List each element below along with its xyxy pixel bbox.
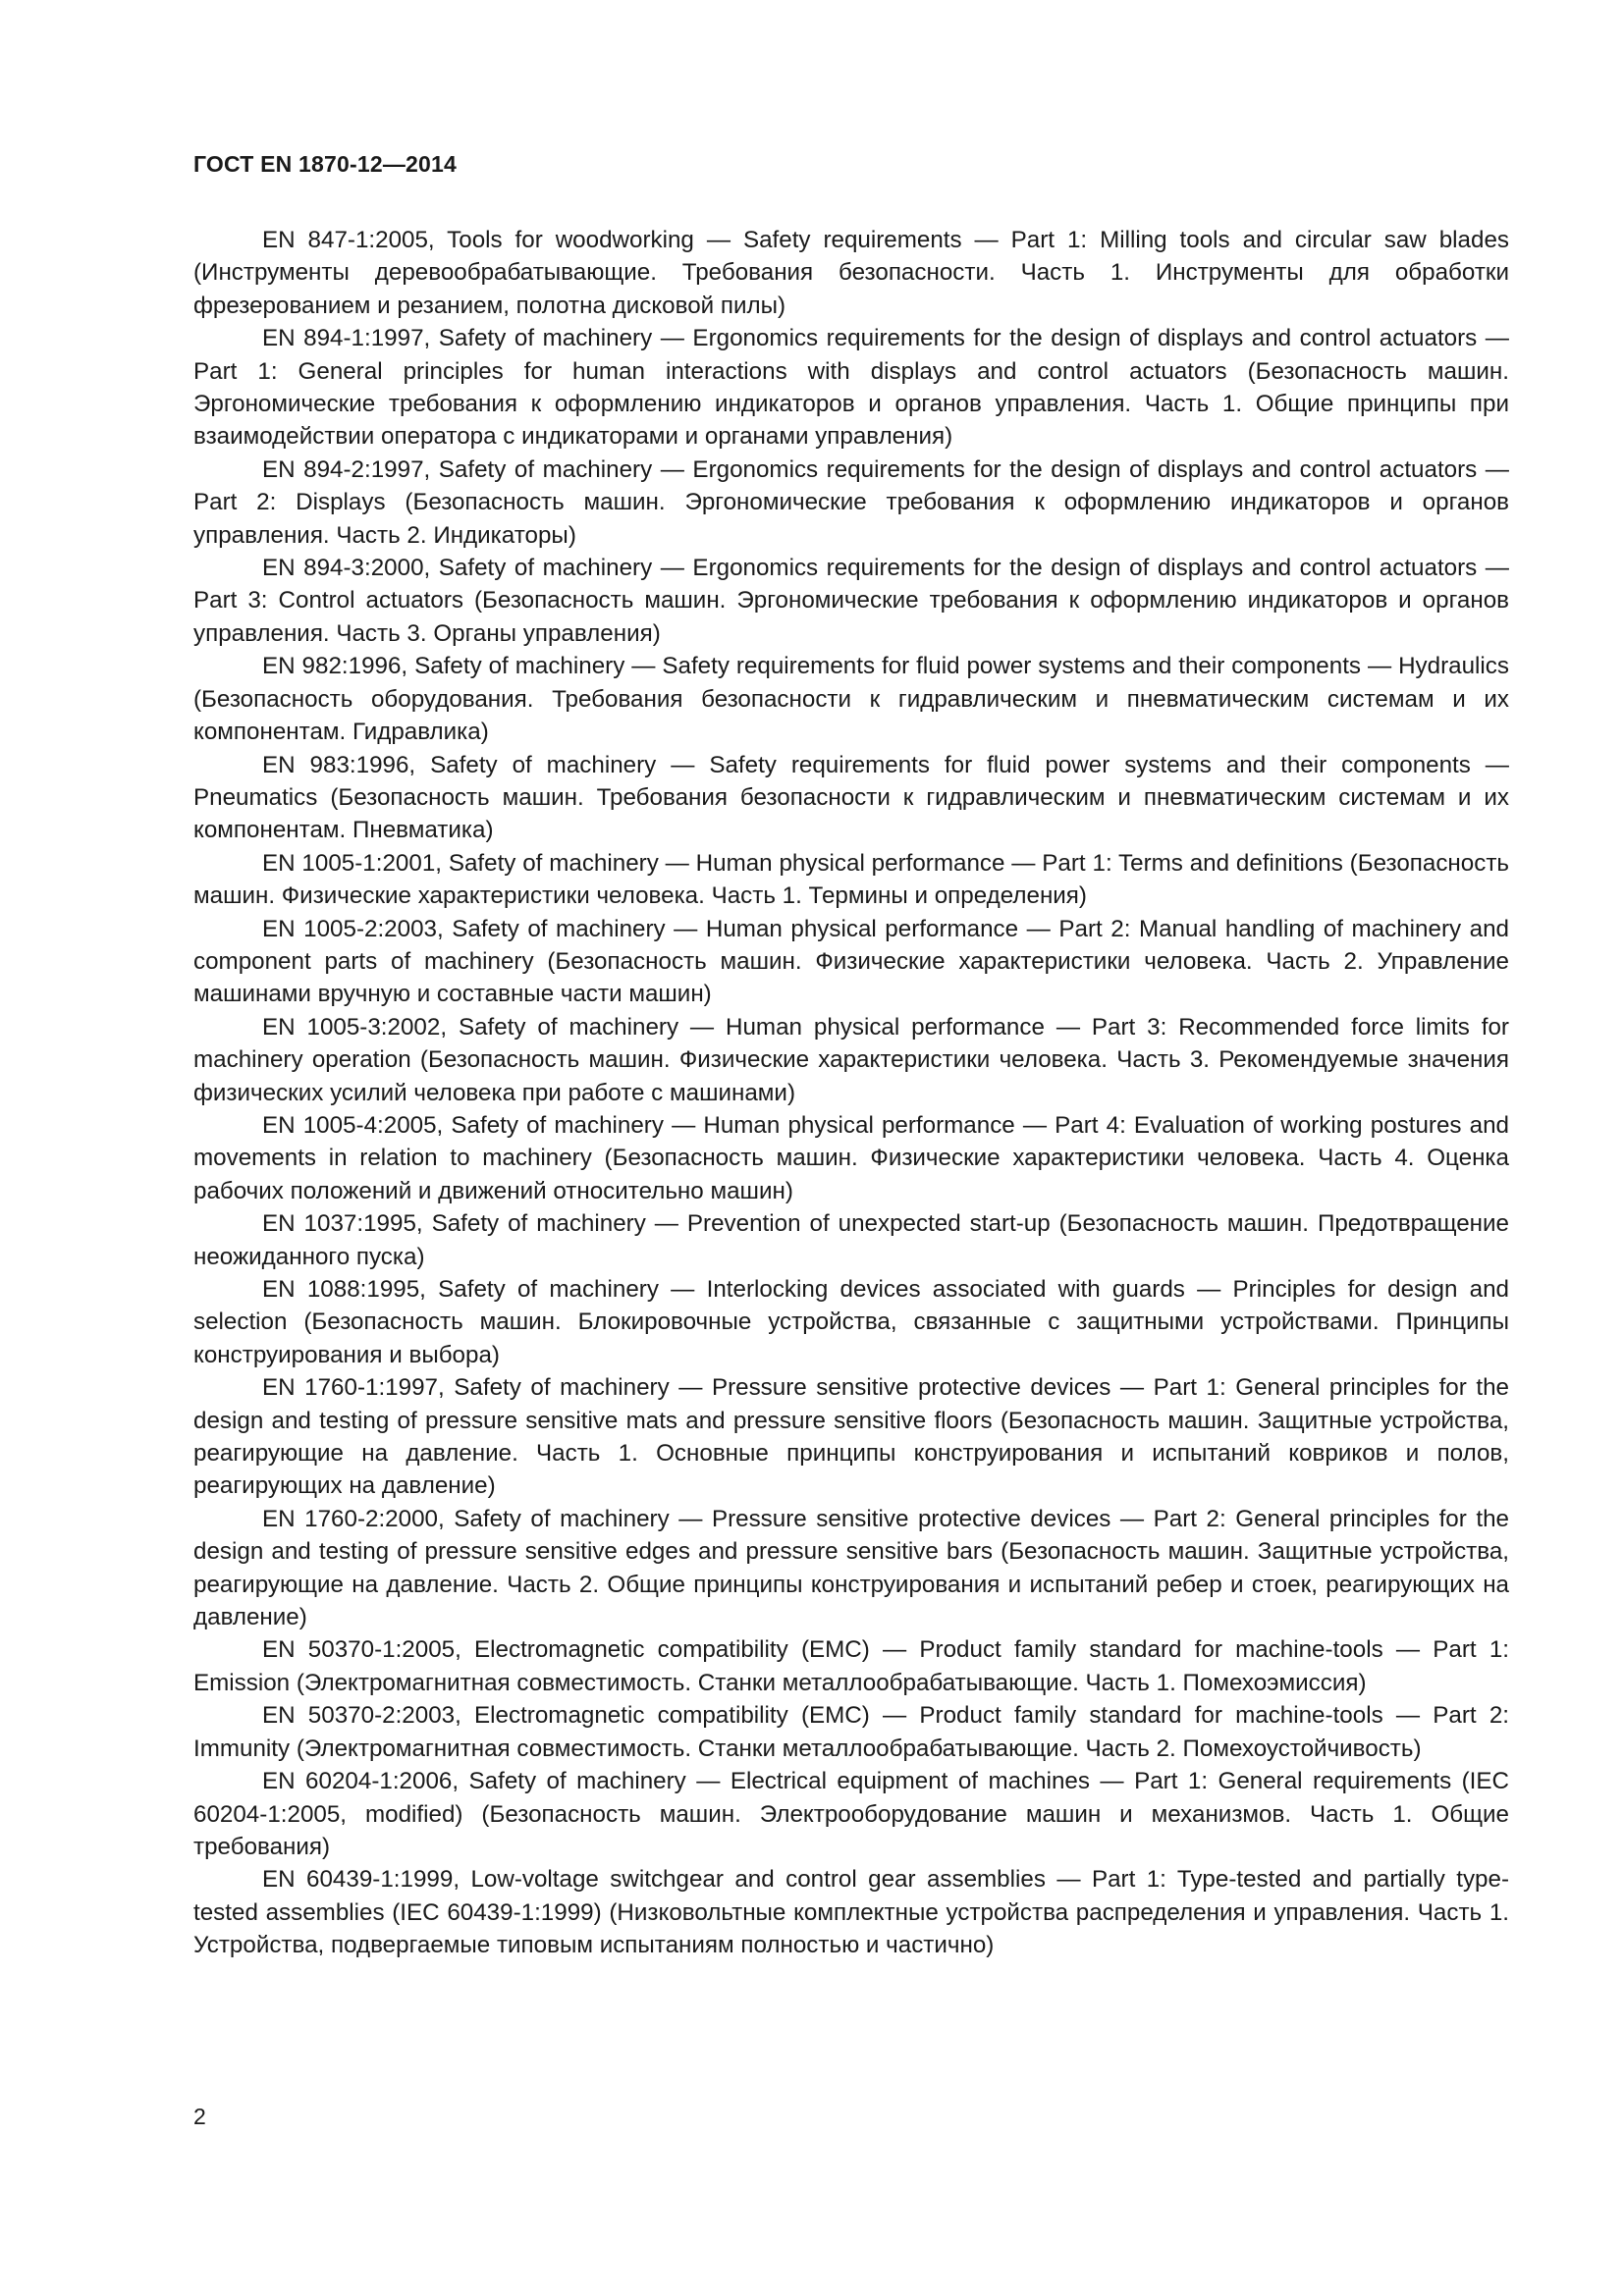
reference-en-847-1: EN 847-1:2005, Tools for woodworking — Safety requirements — Part 1: Milling tools and circular saw blades (Инструменты деревообрабатывающие. Требования безопасности. Часть 1. Инструменты для обработки фрезерованием и резанием, полотна дисковой пилы) [193, 227, 1509, 319]
normative-references-list [193, 224, 1509, 1962]
reference-en-894-3: EN 894-3:2000, Safety of machinery — Ergonomics requirements for the design of displays and control actuators — Part 3: Control actuators (Безопасность машин. Эргономические требования к оформлению индикаторов и органов управления. Часть 3. Органы управления) [193, 555, 1509, 647]
reference-en-1760-2: EN 1760-2:2000, Safety of machinery — Pressure sensitive protective devices — Part 2: General principles for the design and testing of pressure sensitive edges and pressure sensitive bars (Безопасность машин. Защитные устройства, реагирующие на давление. Часть 2. Общие принципы конструирования и испытаний ребер и стоек, реагирующих на давление) [193, 1505, 1509, 1631]
reference-en-1005-1: EN 1005-1:2001, Safety of machinery — Human physical performance — Part 1: Terms and definitions (Безопасность машин. Физические характеристики человека. Часть 1. Термины и определения) [193, 849, 1509, 910]
reference-en-1088: EN 1088:1995, Safety of machinery — Interlocking devices associated with guards — Principles for design and selection (Безопасность машин. Блокировочные устройства, связанные с защитными устройствами. Принципы конструирования и выбора) [193, 1276, 1509, 1368]
reference-en-50370-2: EN 50370-2:2003, Electromagnetic compatibility (EMC) — Product family standard for machine-tools — Part 2: Immunity (Электромагнитная совместимость. Станки металлообрабатывающие. Часть 2. Помехоустойчивость) [193, 1702, 1509, 1762]
reference-en-60204-1: EN 60204-1:2006, Safety of machinery — Electrical equipment of machines — Part 1: General requirements (IEC 60204-1:2005, modified) (Безопасность машин. Электрооборудование машин и механизмов. Часть 1. Общие требования) [193, 1768, 1509, 1860]
reference-en-1037: EN 1037:1995, Safety of machinery — Prevention of unexpected start-up (Безопасность машин. Предотвращение неожиданного пуска) [193, 1210, 1509, 1270]
reference-en-982: EN 982:1996, Safety of machinery — Safety requirements for fluid power systems and their components — Hydraulics (Безопасность оборудования. Требования безопасности к гидравлическим и пневматическим системам и их компонентам. Гидравлика) [193, 653, 1509, 746]
reference-en-1760-1: EN 1760-1:1997, Safety of machinery — Pressure sensitive protective devices — Part 1: General principles for the design and testing of pressure sensitive mats and pressure sensitive floors (Безопасность машин. Защитные устройства, реагирующие на давление. Часть 1. Основные принципы конструирования и испытаний ковриков и полов, реагирующих на давление) [193, 1374, 1509, 1500]
reference-en-983: EN 983:1996, Safety of machinery — Safety requirements for fluid power systems and their components — Pneumatics (Безопасность машин. Требования безопасности к гидравлическим и пневматическим системам и их компонентам. Пневматика) [193, 751, 1509, 844]
reference-en-1005-4: EN 1005-4:2005, Safety of machinery — Human physical performance — Part 4: Evaluation of working postures and movements in relation to machinery (Безопасность машин. Физические характеристики человека. Часть 4. Оценка рабочих положений и движений относительно машин) [193, 1111, 1509, 1204]
document-header-title: ГОСТ EN 1870-12—2014 [193, 151, 458, 177]
page-number: 2 [193, 2104, 206, 2129]
reference-en-894-1: EN 894-1:1997, Safety of machinery — Ergonomics requirements for the design of displays and control actuators — Part 1: General principles for human interactions with displays and control actuators (Безопасность машин. Эргономические требования к оформлению индикаторов и органов управления. Часть 1. Общие принципы при взаимодействии оператора с индикаторами и органами управления) [193, 325, 1509, 451]
reference-en-50370-1: EN 50370-1:2005, Electromagnetic compatibility (EMC) — Product family standard for machine-tools — Part 1: Emission (Электромагнитная совместимость. Станки металлообрабатывающие. Часть 1. Помехоэмиссия) [193, 1636, 1509, 1696]
reference-en-894-2: EN 894-2:1997, Safety of machinery — Ergonomics requirements for the design of displays and control actuators — Part 2: Displays (Безопасность машин. Эргономические требования к оформлению индикаторов и органов управления. Часть 2. Индикаторы) [193, 455, 1509, 549]
reference-en-1005-2: EN 1005-2:2003, Safety of machinery — Human physical performance — Part 2: Manual handling of machinery and component parts of machinery (Безопасность машин. Физические характеристики человека. Часть 2. Управление машинами вручную и составные части машин) [193, 915, 1509, 1008]
reference-en-1005-3: EN 1005-3:2002, Safety of machinery — Human physical performance — Part 3: Recommended force limits for machinery operation (Безопасность машин. Физические характеристики человека. Часть 3. Рекомендуемые значения физических усилий человека при работе с машинами) [193, 1013, 1509, 1106]
reference-en-60439-1: EN 60439-1:1999, Low-voltage switchgear and control gear assemblies — Part 1: Type-tested and partially type-tested assemblies (IEC 60439-1:1999) (Низковольтные комплектные устройства распределения и управления. Часть 1. Устройства, подвергаемые типовым испытаниям полностью и частично) [193, 1866, 1509, 1959]
